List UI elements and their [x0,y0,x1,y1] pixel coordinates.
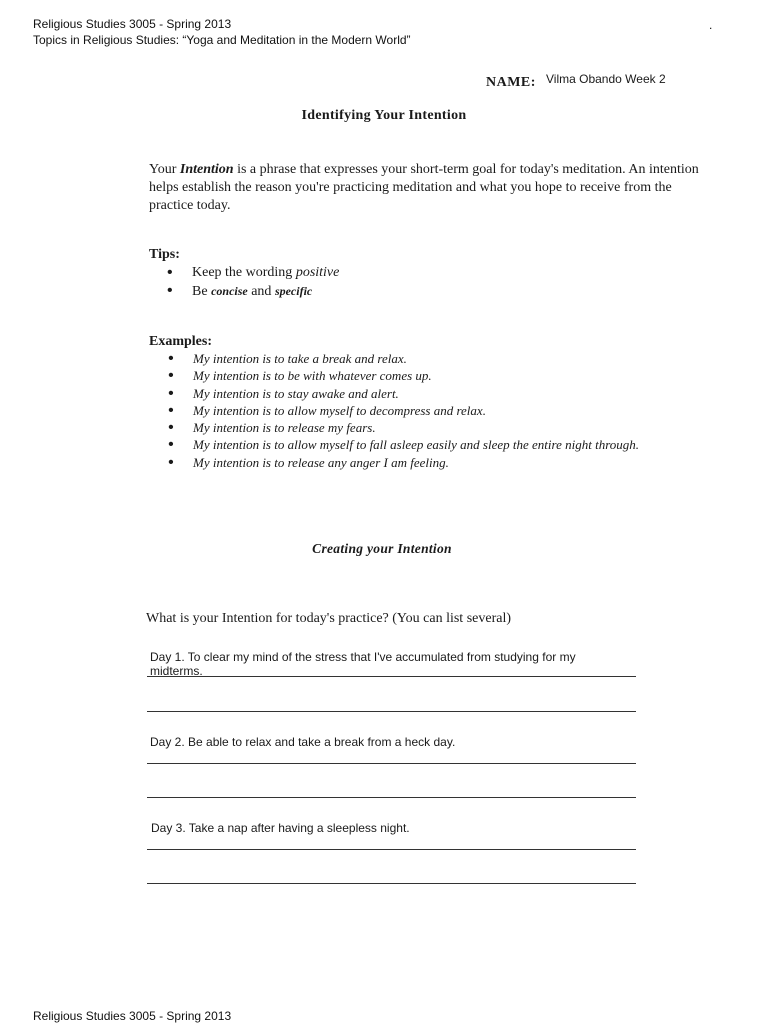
answer-day1-line2: midterms. [150,664,203,678]
page-footer: Religious Studies 3005 - Spring 2013 [33,1009,232,1023]
page-title: Identifying Your Intention [301,108,467,123]
name-row [486,73,536,91]
corner-mark: . [709,18,713,32]
list-item: • My intention is to stay awake and alert. [149,385,709,402]
tips-list [148,264,648,301]
list-item: • My intention is to be with whatever comes up. [149,367,709,384]
examples-heading: Examples: [149,334,212,349]
answer-line [147,711,636,712]
list-item: • Be concise and specific [148,282,648,301]
answer-line [147,883,636,884]
list-item: • Keep the wording positive [148,264,648,282]
section-title: Creating your Intention [312,541,452,556]
name-label: NAME: [486,75,536,90]
course-subtitle: Topics in Religious Studies: “Yoga and Meditation in the Modern World” [33,33,411,47]
list-item: • My intention is to release my fears. [149,419,709,436]
answer-line [147,763,636,764]
tips-heading: Tips: [149,247,180,262]
answer-day1-line1: Day 1. To clear my mind of the stress that I've accumulated from studying for my [150,650,576,664]
intro-paragraph [149,161,709,215]
answer-day3: Day 3. Take a nap after having a sleepless night. [151,821,410,835]
intro-text-start: Your [149,162,180,177]
list-item: • My intention is to take a break and relax. [149,350,709,367]
answer-line [147,676,636,677]
answer-line [147,797,636,798]
list-item: • My intention is to allow myself to fall asleep easily and sleep the entire night through. [149,436,709,453]
question-text: What is your Intention for today's practice? (You can list several) [146,611,511,626]
intro-text-rest: is a phrase that expresses your short-term goal for today's meditation. An intention helps establish the reason you're practicing meditation and what you hope to receive from the practice today. [149,162,699,213]
name-value: Vilma Obando Week 2 [546,72,666,86]
intro-emphasis: Intention [179,162,234,177]
list-item: • My intention is to release any anger I am feeling. [149,454,709,471]
examples-list [149,350,709,471]
answer-day2: Day 2. Be able to relax and take a break from a heck day. [150,735,456,749]
list-item: • My intention is to allow myself to decompress and relax. [149,402,709,419]
course-header: Religious Studies 3005 - Spring 2013 [33,17,232,31]
answer-line [147,849,636,850]
